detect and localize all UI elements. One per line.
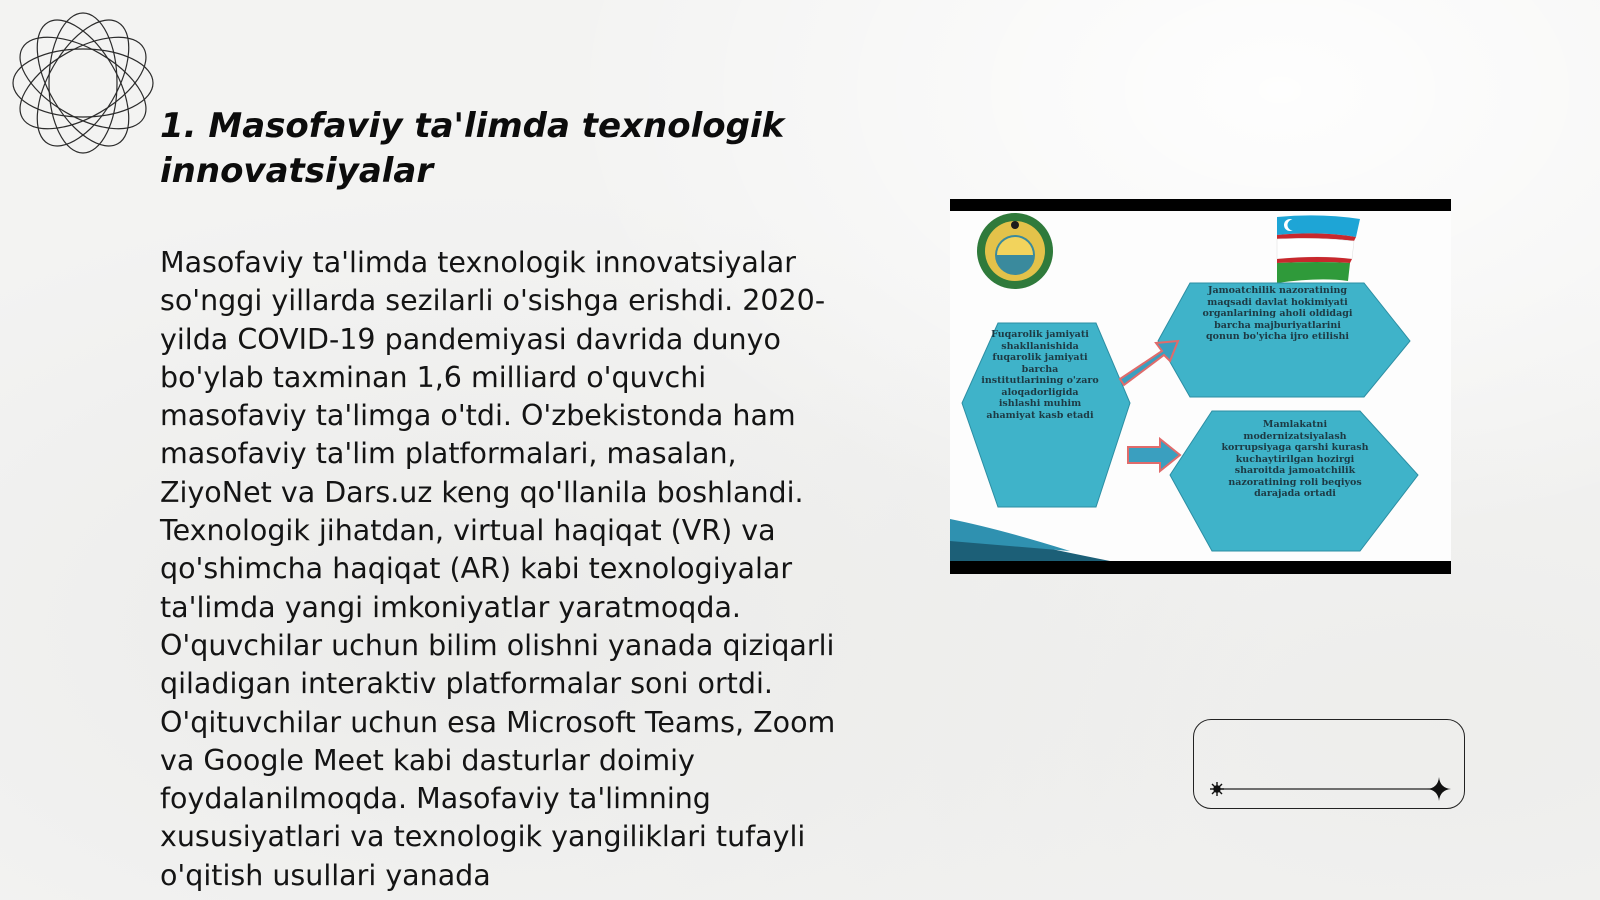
hexagon-left-text: Fuqarolik jamiyati shakllanishida fuqarolik jamiyati barcha institutlarining o'zaro aloqadorligida ishlashi muhim ahamiyat kasb etadi [981,329,1099,421]
orbit-rings-icon [10,10,156,156]
hexagon-top-text: Jamoatchilik nazoratining maqsadi davlat hokimiyati organlarining aholi oldidagi barcha majburiyatlarini qonun bo'yicha ijro etilishi [1202,285,1353,342]
sun-burst-icon [1210,782,1224,796]
uzbekistan-flag-icon [1277,215,1360,283]
diagram-image [950,199,1451,574]
hexagon-bottom-text: Mamlakatni modernizatsiyalash korrupsiyaga qarshi kurash kuchaytirilgan hozirgi sharoitda jamoatchilik nazoratining roli beqiyos darajada ortadi [1221,419,1369,499]
slide-title: 1. Masofaviy ta'limda texnologik innovatsiyalar [160,106,785,191]
arrow-up-right [1120,341,1178,385]
arrow-right [1128,439,1180,471]
body-text: Masofaviy ta'limda texnologik innovatsiyalar so'nggi yillarda sezilarli o'sishga erishdi. 2020-yilda COVID-19 pandemiyasi davrida dunyo bo'ylab taxminan 1,6 milliard o'quvchi masofaviy ta'limga o'tdi. O'zbekistonda ham masofaviy ta'lim platformalari, masalan, ZiyoNet va Dars.uz keng qo'llanila boshlandi. Texnologik jihatdan, virtual haqiqat (VR) va qo'shimcha haqiqat (AR) kabi texnologiyalar ta'limda yangi imkoniyatlar yaratmoqda. O'quvchilar uchun bilim olishni yanada qiziqarli qiladigan interaktiv platformalar soni ortdi. O'qituvchilar uchun esa Microsoft Teams, Zoom va Google Meet kabi dasturlar doimiy foydalanilmoqda. Masofaviy ta'limning xususiyatlari va texnologik yangiliklari tufayli o'qitish usullari yanada [160,246,836,892]
decorative-slider-box [1193,719,1465,809]
uzbekistan-emblem-icon [977,213,1053,289]
sparkle-icon [1427,777,1451,801]
